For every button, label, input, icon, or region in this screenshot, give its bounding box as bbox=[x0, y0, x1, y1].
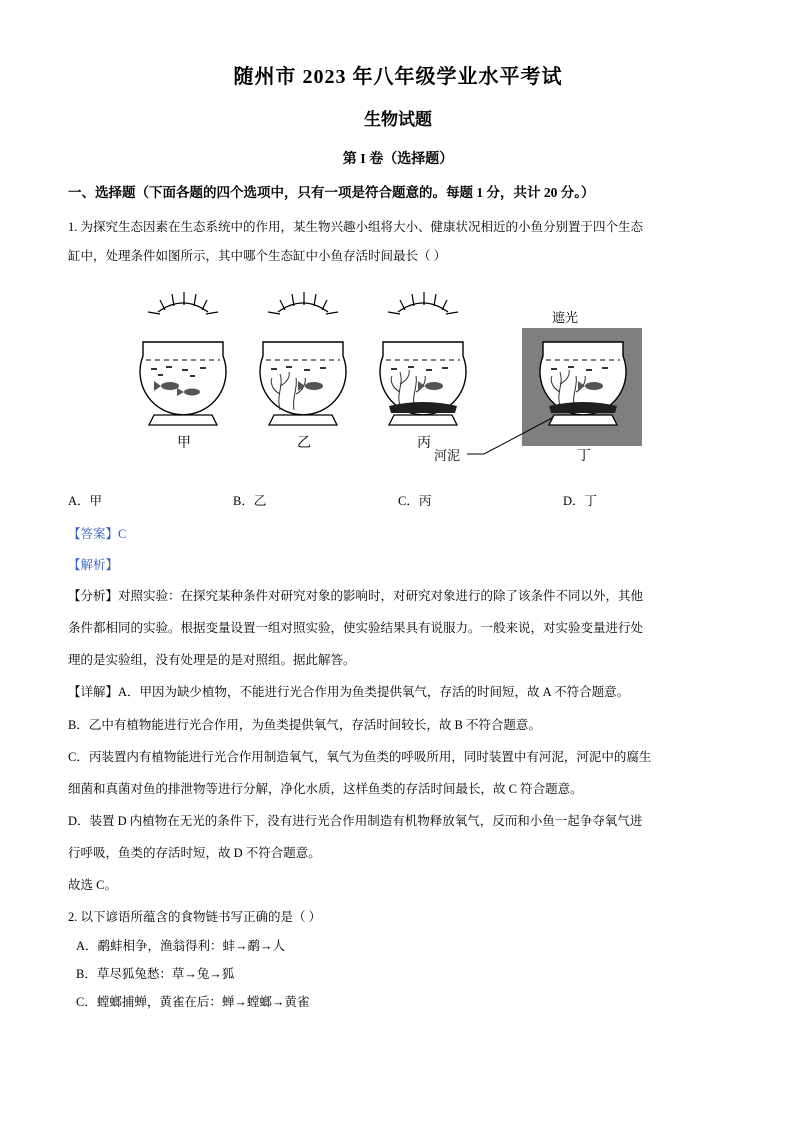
question-2-option-c[interactable]: C．螳螂捕蝉，黄雀在后：蝉→螳螂→黄雀 bbox=[76, 994, 310, 1009]
ecosystem-tanks-diagram bbox=[118, 282, 678, 477]
sun-icon-1 bbox=[148, 292, 218, 314]
analysis-paragraph-3: 理的是实验组，没有处理是的是对照组。据此解答。 bbox=[68, 653, 356, 668]
question-2-option-a[interactable]: A．鹬蚌相争，渔翁得利：蚌→鹬→人 bbox=[76, 939, 286, 954]
analysis-paragraph-10: 故选 C。 bbox=[68, 878, 117, 893]
document-subtitle: 生物试题 bbox=[364, 110, 432, 129]
question-1-options bbox=[68, 491, 728, 509]
question-1-option-d[interactable]: D．丁 bbox=[563, 493, 598, 508]
analysis-paragraph-1: 【分析】对照实验：在探究某种条件对研究对象的影响时，对研究对象进行的除了该条件不同以外，其他 bbox=[68, 589, 644, 604]
tank-3 bbox=[380, 342, 466, 425]
question-1-stem-line-2: 缸中，处理条件如图所示，其中哪个生态缸中小鱼存活时间最长（ ） bbox=[68, 248, 447, 263]
analysis-paragraph-6: C．丙装置内有植物能进行光合作用制造氧气，氧气为鱼类的呼吸所用，同时装置中有河泥，河泥中的腐生 bbox=[68, 749, 652, 764]
question-1-option-a[interactable]: A．甲 bbox=[68, 493, 103, 508]
document-content bbox=[68, 60, 728, 1019]
tank-1 bbox=[140, 342, 226, 425]
analysis-paragraph-9: 行呼吸，鱼类的存活时短，故 D 不符合题意。 bbox=[68, 846, 321, 861]
question-1-option-b[interactable]: B．乙 bbox=[233, 493, 267, 508]
shade-label: 遮光 bbox=[552, 309, 579, 325]
analysis-paragraph-7: 细菌和真菌对鱼的排泄物等进行分解，净化水质，这样鱼类的存活时间最长，故 C 符合题意。 bbox=[68, 781, 583, 796]
analysis-paragraph-4: 【详解】A．甲因为缺少植物，不能进行光合作用为鱼类提供氧气，存活的时间短，故 A 不符合题意。 bbox=[68, 685, 630, 700]
tank-caption-1: 甲 bbox=[177, 435, 191, 451]
analysis-paragraph-2: 条件都相同的实验。根据变量设置一组对照实验，使实验结果具有说服力。一般来说，对实验变量进行处 bbox=[68, 621, 644, 636]
mud-label: 河泥 bbox=[434, 447, 461, 463]
question-2-stem: 2. 以下谚语所蕴含的食物链书写正确的是（ ） bbox=[68, 910, 322, 925]
question-1-analysis-tag: 【解析】 bbox=[68, 557, 119, 572]
tank-caption-2: 乙 bbox=[297, 435, 311, 451]
question-2-option-b[interactable]: B．草尽狐兔愁：草→兔→狐 bbox=[76, 967, 235, 982]
analysis-paragraph-5: B．乙中有植物能进行光合作用，为鱼类提供氧气，存活时间较长，故 B 不符合题意。 bbox=[68, 717, 541, 732]
question-1-answer: 【答案】C bbox=[68, 526, 127, 541]
section-heading: 一、选择题（下面各题的四个选项中，只有一项是符合题意的。每题 1 分，共计 20 分。） bbox=[68, 185, 595, 200]
tank-caption-4: 丁 bbox=[577, 448, 591, 464]
page-title: 随州市 2023 年八年级学业水平考试 bbox=[233, 66, 563, 88]
analysis-paragraph-8: D．装置 D 内植物在无光的条件下，没有进行光合作用制造有机物释放氧气，反而和小鱼一起争夺氧气进 bbox=[68, 813, 643, 828]
question-1-stem-line-1: 1. 为探究生态因素在生态系统中的作用，某生物兴趣小组将大小、健康状况相近的小鱼分别置于四个生态 bbox=[68, 219, 644, 234]
sun-icon-2 bbox=[268, 292, 338, 314]
question-1-figure bbox=[68, 282, 728, 477]
tank-2 bbox=[260, 342, 346, 425]
tank-caption-3: 丙 bbox=[417, 435, 431, 451]
volume-heading: 第 I 卷（选择题） bbox=[342, 152, 454, 167]
tank-4 bbox=[540, 342, 626, 425]
sun-icon-3 bbox=[388, 292, 458, 314]
question-1-option-c[interactable]: C．丙 bbox=[398, 493, 432, 508]
